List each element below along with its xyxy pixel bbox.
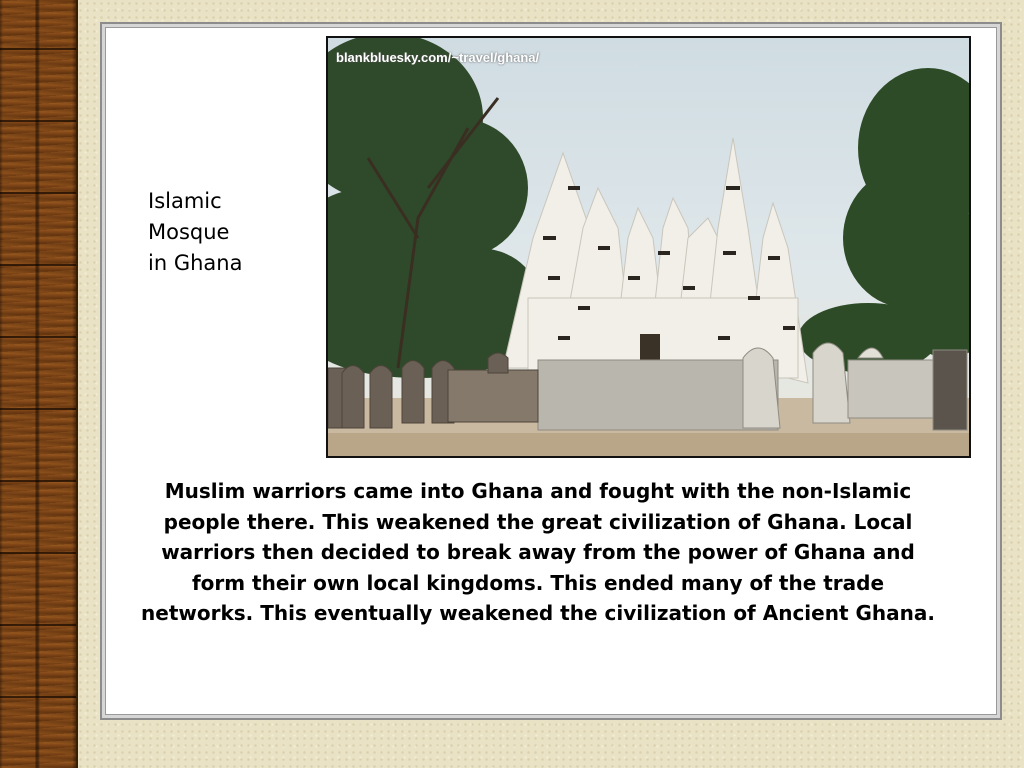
slide-body-text: Muslim warriors came into Ghana and fought with the non-Islamic people there. This weakened the great civilization of Ghana. Local warriors then decided to break away from the power of Ghana and form their own local kingdoms. This ended many of the trade networks. This eventually weakened the civilization of Ancient Ghana. (141, 479, 935, 625)
wood-border-strip (0, 0, 78, 768)
mosque-illustration (328, 38, 969, 456)
caption-line-2: Mosque (148, 220, 230, 244)
mosque-photo (326, 36, 971, 458)
caption-line-1: Islamic (148, 189, 222, 213)
photo-watermark: blankbluesky.com/~travel/ghana/ (336, 50, 540, 65)
photo-caption (148, 186, 268, 279)
caption-line-3: in Ghana (148, 251, 243, 275)
